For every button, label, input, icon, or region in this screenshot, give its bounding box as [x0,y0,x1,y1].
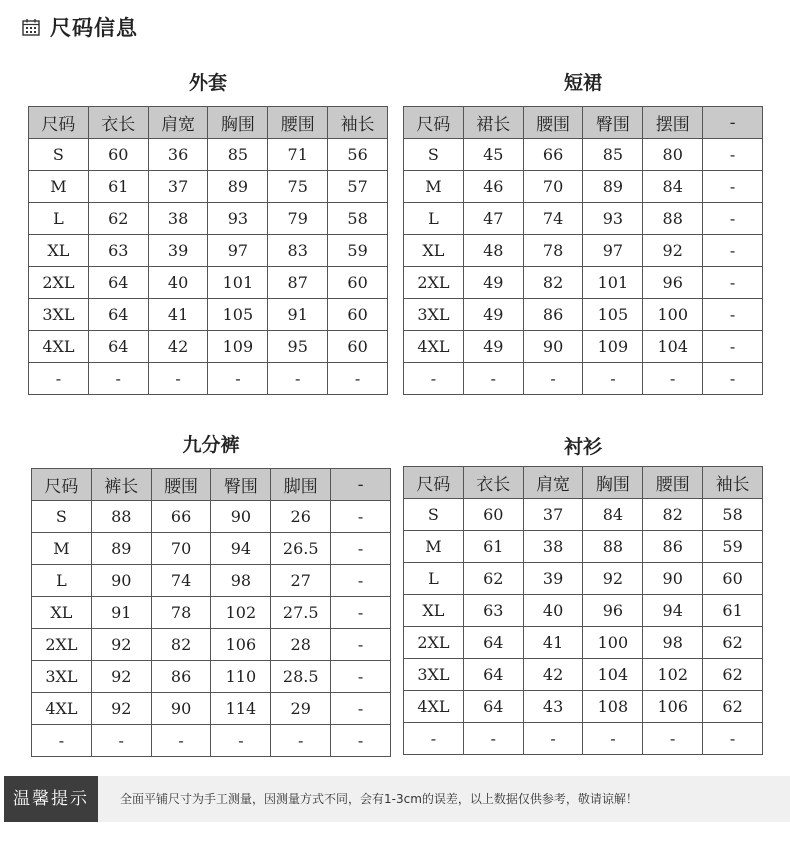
table-cell: - [331,565,391,597]
table-cell: 108 [583,691,643,723]
table-cell: - [703,331,763,363]
table-title: 短裙 [563,72,602,94]
table-cell: 90 [523,331,583,363]
table-cell: L [404,203,464,235]
table-cell: 105 [583,299,643,331]
table-cell: 3XL [29,299,89,331]
table-row [29,235,388,267]
table-cell: 105 [208,299,268,331]
table-cell: 49 [463,267,523,299]
table-cell: 78 [523,235,583,267]
table-cell: 102 [211,597,271,629]
table-cell: 2XL [32,629,92,661]
table-cell: 58 [328,203,388,235]
table-cell: 93 [208,203,268,235]
table-cell: 89 [208,171,268,203]
table-cell: 80 [643,139,703,171]
table-cell: 4XL [404,331,464,363]
table-cell: 39 [523,563,583,595]
table-cell: - [523,363,583,395]
table-cell: 96 [583,595,643,627]
table-cell: 4XL [29,331,89,363]
column-header: 肩宽 [148,107,208,139]
table-cell: 59 [703,531,763,563]
table-cell: - [331,501,391,533]
table-cell: XL [404,235,464,267]
table-cell: - [703,299,763,331]
table-cell: - [643,723,703,755]
table-row [32,629,391,661]
column-header: 尺码 [404,467,464,499]
table-row [32,533,391,565]
table-row [404,299,763,331]
table-cell: 38 [148,203,208,235]
column-header: 臀围 [211,469,271,501]
table-cell: 74 [523,203,583,235]
table-cell: M [404,531,464,563]
table-cell: 3XL [404,659,464,691]
table-cell: - [29,363,89,395]
table-cell: 41 [523,627,583,659]
table-row [404,627,763,659]
table-cell: - [404,363,464,395]
table-cell: - [703,363,763,395]
table-cell: 104 [643,331,703,363]
table-cell: - [331,629,391,661]
table-cell: 3XL [32,661,92,693]
table-cell: - [328,363,388,395]
table-cell: 86 [643,531,703,563]
table-cell: 2XL [404,627,464,659]
table-cell: 106 [211,629,271,661]
table-cell: 101 [583,267,643,299]
table-cell: 66 [151,501,211,533]
table-cell: 61 [88,171,148,203]
table-row [404,139,763,171]
table-cell: 64 [88,331,148,363]
table-cell: 66 [523,139,583,171]
table-cell: 88 [643,203,703,235]
table-cell: 95 [268,331,328,363]
table-cell: 61 [463,531,523,563]
table-cell: - [703,139,763,171]
table-cell: - [703,723,763,755]
table-cell: 64 [463,627,523,659]
table-cell: 49 [463,299,523,331]
column-header: 腰围 [268,107,328,139]
table-cell: 92 [91,693,151,725]
column-header: 脚围 [271,469,331,501]
table-cell: - [91,725,151,757]
table-cell: 90 [151,693,211,725]
table-cell: 58 [703,499,763,531]
table-cell: 98 [643,627,703,659]
table-cell: 4XL [404,691,464,723]
table-row [32,725,391,757]
table-cell: 89 [583,171,643,203]
table-row [29,363,388,395]
table-row [404,499,763,531]
table-cell: 41 [148,299,208,331]
column-header: 尺码 [32,469,92,501]
tips-bar [4,776,790,822]
table-cell: 63 [88,235,148,267]
table-cell: L [32,565,92,597]
table-cell: 92 [91,629,151,661]
table-cell: 26.5 [271,533,331,565]
size-table-pants [31,468,391,757]
table-cell: 43 [523,691,583,723]
table-cell: 27.5 [271,597,331,629]
column-header: 裤长 [91,469,151,501]
table-cell: 39 [148,235,208,267]
table-cell: 101 [208,267,268,299]
size-table-shirt [403,466,763,755]
table-cell: 26 [271,501,331,533]
table-cell: - [643,363,703,395]
table-cell: 64 [88,267,148,299]
tips-tag: 温馨提示 [4,776,98,822]
table-cell: 92 [583,563,643,595]
table-cell: L [29,203,89,235]
table-cell: M [29,171,89,203]
column-header: 腰围 [151,469,211,501]
page-title: 尺码信息 [50,16,138,40]
table-cell: 92 [643,235,703,267]
size-table-skirt [403,106,763,395]
table-cell: 114 [211,693,271,725]
table-cell: 78 [151,597,211,629]
table-cell: - [331,597,391,629]
table-cell: 62 [703,627,763,659]
table-cell: 57 [328,171,388,203]
table-header-row [404,467,763,499]
table-cell: - [703,171,763,203]
table-cell: 91 [268,299,328,331]
column-header: 腰围 [523,107,583,139]
column-header: 肩宽 [523,467,583,499]
table-row [32,693,391,725]
table-cell: 110 [211,661,271,693]
table-cell: 47 [463,203,523,235]
table-cell: 94 [211,533,271,565]
table-row [404,595,763,627]
table-cell: XL [32,597,92,629]
tips-note: 全面平铺尺寸为手工测量，因测量方式不同，会有1-3cm的误差，以上数据仅供参考，敬请谅解！ [120,792,638,806]
table-cell: 84 [643,171,703,203]
table-row [404,723,763,755]
column-header: - [331,469,391,501]
table-cell: 40 [523,595,583,627]
table-cell: - [523,723,583,755]
table-row [404,363,763,395]
table-cell: 60 [703,563,763,595]
table-cell: 71 [268,139,328,171]
column-header: - [703,107,763,139]
table-cell: - [148,363,208,395]
table-header-row [29,107,388,139]
table-cell: S [404,139,464,171]
table-title: 外套 [188,72,227,94]
table-cell: 70 [151,533,211,565]
table-cell: 90 [91,565,151,597]
table-cell: - [151,725,211,757]
table-cell: 49 [463,331,523,363]
table-cell: - [703,235,763,267]
column-header: 腰围 [643,467,703,499]
table-cell: 61 [703,595,763,627]
table-cell: - [211,725,271,757]
table-header-row [32,469,391,501]
table-cell: 56 [328,139,388,171]
table-row [32,661,391,693]
table-row [404,563,763,595]
table-cell: 86 [523,299,583,331]
table-row [404,235,763,267]
table-cell: M [404,171,464,203]
table-row [32,597,391,629]
table-cell: XL [29,235,89,267]
table-row [29,267,388,299]
column-header: 袖长 [703,467,763,499]
column-header: 尺码 [404,107,464,139]
table-cell: 40 [148,267,208,299]
table-cell: 3XL [404,299,464,331]
table-cell: 64 [463,659,523,691]
table-row [404,691,763,723]
table-cell: 83 [268,235,328,267]
table-cell: 106 [643,691,703,723]
table-cell: - [268,363,328,395]
table-cell: 28 [271,629,331,661]
column-header: 裙长 [463,107,523,139]
table-row [29,203,388,235]
table-cell: 29 [271,693,331,725]
table-cell: 75 [268,171,328,203]
column-header: 衣长 [463,467,523,499]
table-cell: 2XL [29,267,89,299]
table-cell: 88 [583,531,643,563]
column-header: 臀围 [583,107,643,139]
table-cell: 70 [523,171,583,203]
table-cell: 74 [151,565,211,597]
table-cell: - [331,661,391,693]
table-header-row [404,107,763,139]
table-cell: 48 [463,235,523,267]
table-cell: 46 [463,171,523,203]
table-cell: S [404,499,464,531]
table-cell: 104 [583,659,643,691]
table-cell: 109 [583,331,643,363]
table-cell: 85 [208,139,268,171]
table-row [404,531,763,563]
table-row [404,659,763,691]
table-cell: 100 [643,299,703,331]
table-cell: 64 [88,299,148,331]
column-header: 摆围 [643,107,703,139]
table-title: 衬衫 [563,436,602,458]
table-row [29,139,388,171]
table-cell: 87 [268,267,328,299]
table-cell: 36 [148,139,208,171]
table-cell: 100 [583,627,643,659]
table-cell: 92 [91,661,151,693]
table-row [32,501,391,533]
table-cell: - [703,267,763,299]
table-cell: 60 [88,139,148,171]
table-cell: 90 [643,563,703,595]
table-cell: 90 [211,501,271,533]
table-cell: 45 [463,139,523,171]
table-cell: 88 [91,501,151,533]
table-cell: - [703,203,763,235]
column-header: 衣长 [88,107,148,139]
table-cell: 38 [523,531,583,563]
table-cell: 84 [583,499,643,531]
table-row [29,171,388,203]
column-header: 尺码 [29,107,89,139]
table-cell: 89 [91,533,151,565]
table-row [404,267,763,299]
table-cell: 64 [463,691,523,723]
table-cell: 85 [583,139,643,171]
table-cell: - [583,363,643,395]
table-cell: 42 [523,659,583,691]
table-cell: - [271,725,331,757]
table-cell: 62 [703,691,763,723]
table-cell: 2XL [404,267,464,299]
table-cell: - [463,723,523,755]
table-cell: - [88,363,148,395]
table-row [32,565,391,597]
table-cell: - [331,725,391,757]
table-cell: 97 [583,235,643,267]
table-row [29,299,388,331]
calendar-icon [22,18,40,36]
table-cell: 97 [208,235,268,267]
table-cell: - [32,725,92,757]
table-cell: - [331,693,391,725]
column-header: 胸围 [208,107,268,139]
table-cell: - [583,723,643,755]
table-cell: 62 [463,563,523,595]
table-cell: 86 [151,661,211,693]
table-cell: 60 [328,299,388,331]
section-header [22,12,138,42]
table-cell: 60 [328,331,388,363]
table-cell: S [32,501,92,533]
table-cell: 28.5 [271,661,331,693]
column-header: 胸围 [583,467,643,499]
table-cell: 37 [148,171,208,203]
table-row [404,171,763,203]
table-cell: 4XL [32,693,92,725]
table-cell: 82 [151,629,211,661]
table-cell: - [463,363,523,395]
table-cell: 62 [88,203,148,235]
table-row [404,331,763,363]
table-cell: M [32,533,92,565]
table-cell: - [208,363,268,395]
table-cell: 102 [643,659,703,691]
table-cell: 37 [523,499,583,531]
table-cell: 27 [271,565,331,597]
table-cell: 91 [91,597,151,629]
size-table-jacket [28,106,388,395]
table-row [404,203,763,235]
table-cell: 93 [583,203,643,235]
table-cell: S [29,139,89,171]
table-cell: 59 [328,235,388,267]
table-cell: 98 [211,565,271,597]
table-cell: 60 [328,267,388,299]
table-cell: 82 [523,267,583,299]
table-cell: 63 [463,595,523,627]
column-header: 袖长 [328,107,388,139]
table-cell: 109 [208,331,268,363]
table-cell: 62 [703,659,763,691]
table-cell: 79 [268,203,328,235]
table-cell: L [404,563,464,595]
table-row [29,331,388,363]
table-title: 九分裤 [182,434,240,456]
table-cell: 82 [643,499,703,531]
table-cell: 94 [643,595,703,627]
table-cell: - [404,723,464,755]
table-cell: - [331,533,391,565]
table-cell: 60 [463,499,523,531]
table-cell: 42 [148,331,208,363]
table-cell: XL [404,595,464,627]
table-cell: 96 [643,267,703,299]
